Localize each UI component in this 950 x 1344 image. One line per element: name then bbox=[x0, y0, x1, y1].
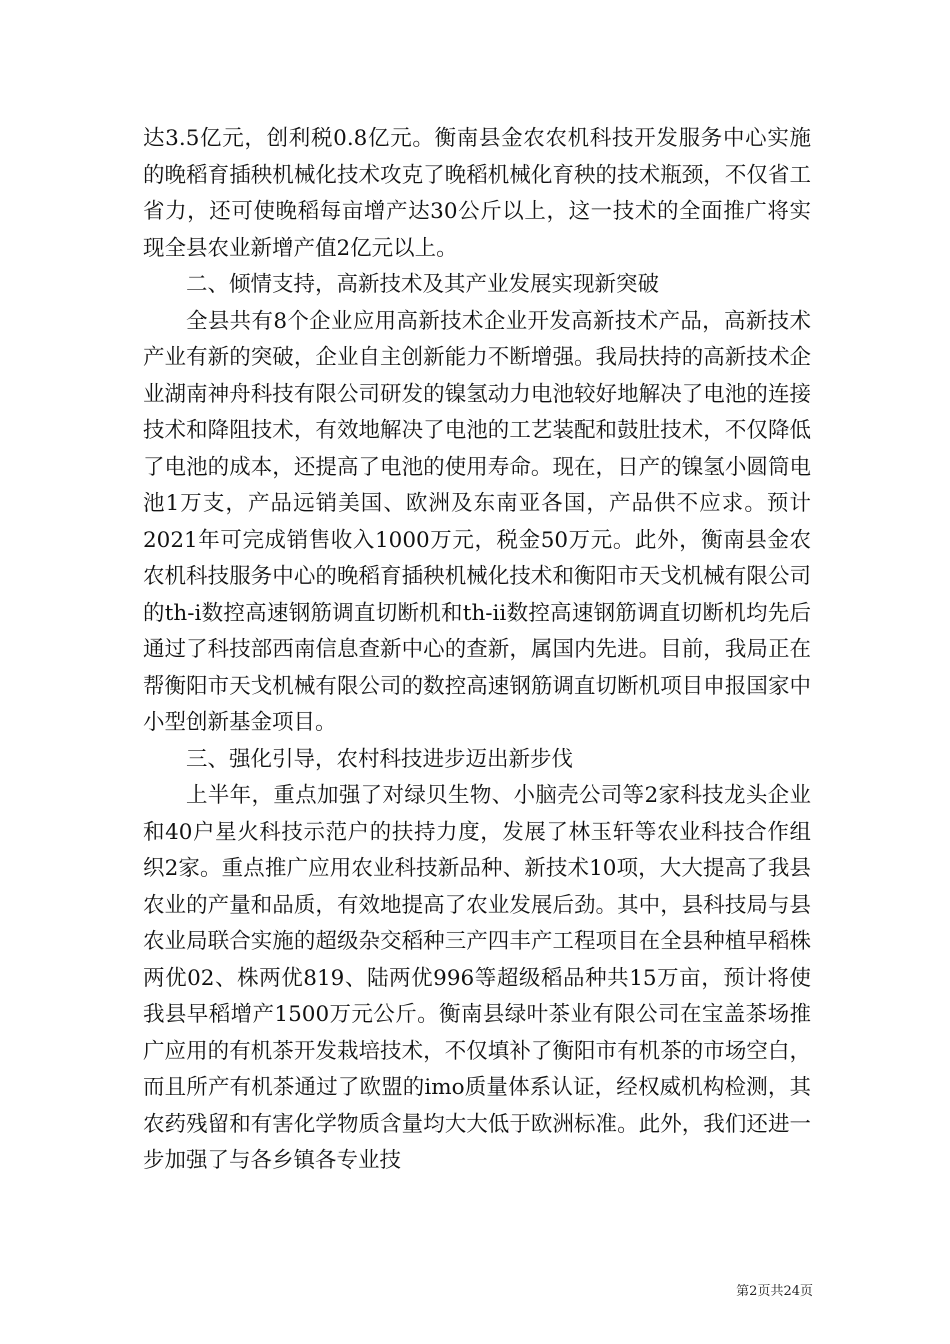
section-heading-3: 三、强化引导，农村科技进步迈出新步伐 bbox=[186, 746, 574, 772]
section-heading-2: 二、倾情支持，高新技术及其产业发展实现新突破 bbox=[186, 272, 660, 297]
paragraph-1: 达3.5亿元，创利税0.8亿元。衡南县金农农机科技开发服务中心实施的晚稻育插秧机械化技术攻克了晚稻机械化育秧的技术瓶颈，不仅省工省力，还可使晚稻每亩增产达30公斤以上，这一技术的全面推广将实现全县农业新增产值2亿元以上。 bbox=[143, 126, 811, 261]
page-number-footer: 第2页共24页 bbox=[736, 1284, 813, 1299]
paragraph-2: 全县共有8个企业应用高新技术企业开发高新技术产品，高新技术产业有新的突破，企业自主创新能力不断增强。我局扶持的高新技术企业湖南神舟科技有限公司研发的镍氢动力电池较好地解决了电池的连接技术和降阻技术，有效地解决了电池的工艺装配和鼓肚技术，不仅降低了电池的成本，还提高了电池的使用寿命。现在，日产的镍氢小圆筒电池1万支，产品远销美国、欧洲及东南亚各国，产品供不应求。预计2021年可完成销售收入1000万元，税金50万元。此外，衡南县金农农机科技服务中心的晚稻育插秧机械化技术和衡阳市天戈机械有限公司的th-i数控高速钢筋调直切断机和th-ii数控高速钢筋调直切断机均先后通过了科技部西南信息查新中心的查新，属国内先进。目前，我局正在帮衡阳市天戈机械有限公司的数控高速钢筋调直切断机项目申报国家中小型创新基金项目。 bbox=[143, 308, 811, 735]
paragraph-3: 上半年，重点加强了对绿贝生物、小脑壳公司等2家科技龙头企业和40户星火科技示范户的扶持力度，发展了林玉轩等农业科技合作组织2家。重点推广应用农业科技新品种、新技术10项，大大提高了我县农业的产量和品质，有效地提高了农业发展后劲。其中，县科技局与县农业局联合实施的超级杂交稻种三产四丰产工程项目在全县种植早稻株两优02、株两优819、陆两优996等超级稻品种共15万亩，预计将使我县早稻增产1500万元公斤。衡南县绿叶茶业有限公司在宝盖茶场推广应用的有机茶开发栽培技术，不仅填补了衡阳市有机茶的市场空白，而且所产有机茶通过了欧盟的imo质量体系认证，经权威机构检测，其农药残留和有害化学物质含量均大大低于欧洲标准。此外，我们还进一步加强了与各乡镇各专业技 bbox=[143, 783, 811, 1173]
document-body bbox=[143, 121, 811, 1180]
